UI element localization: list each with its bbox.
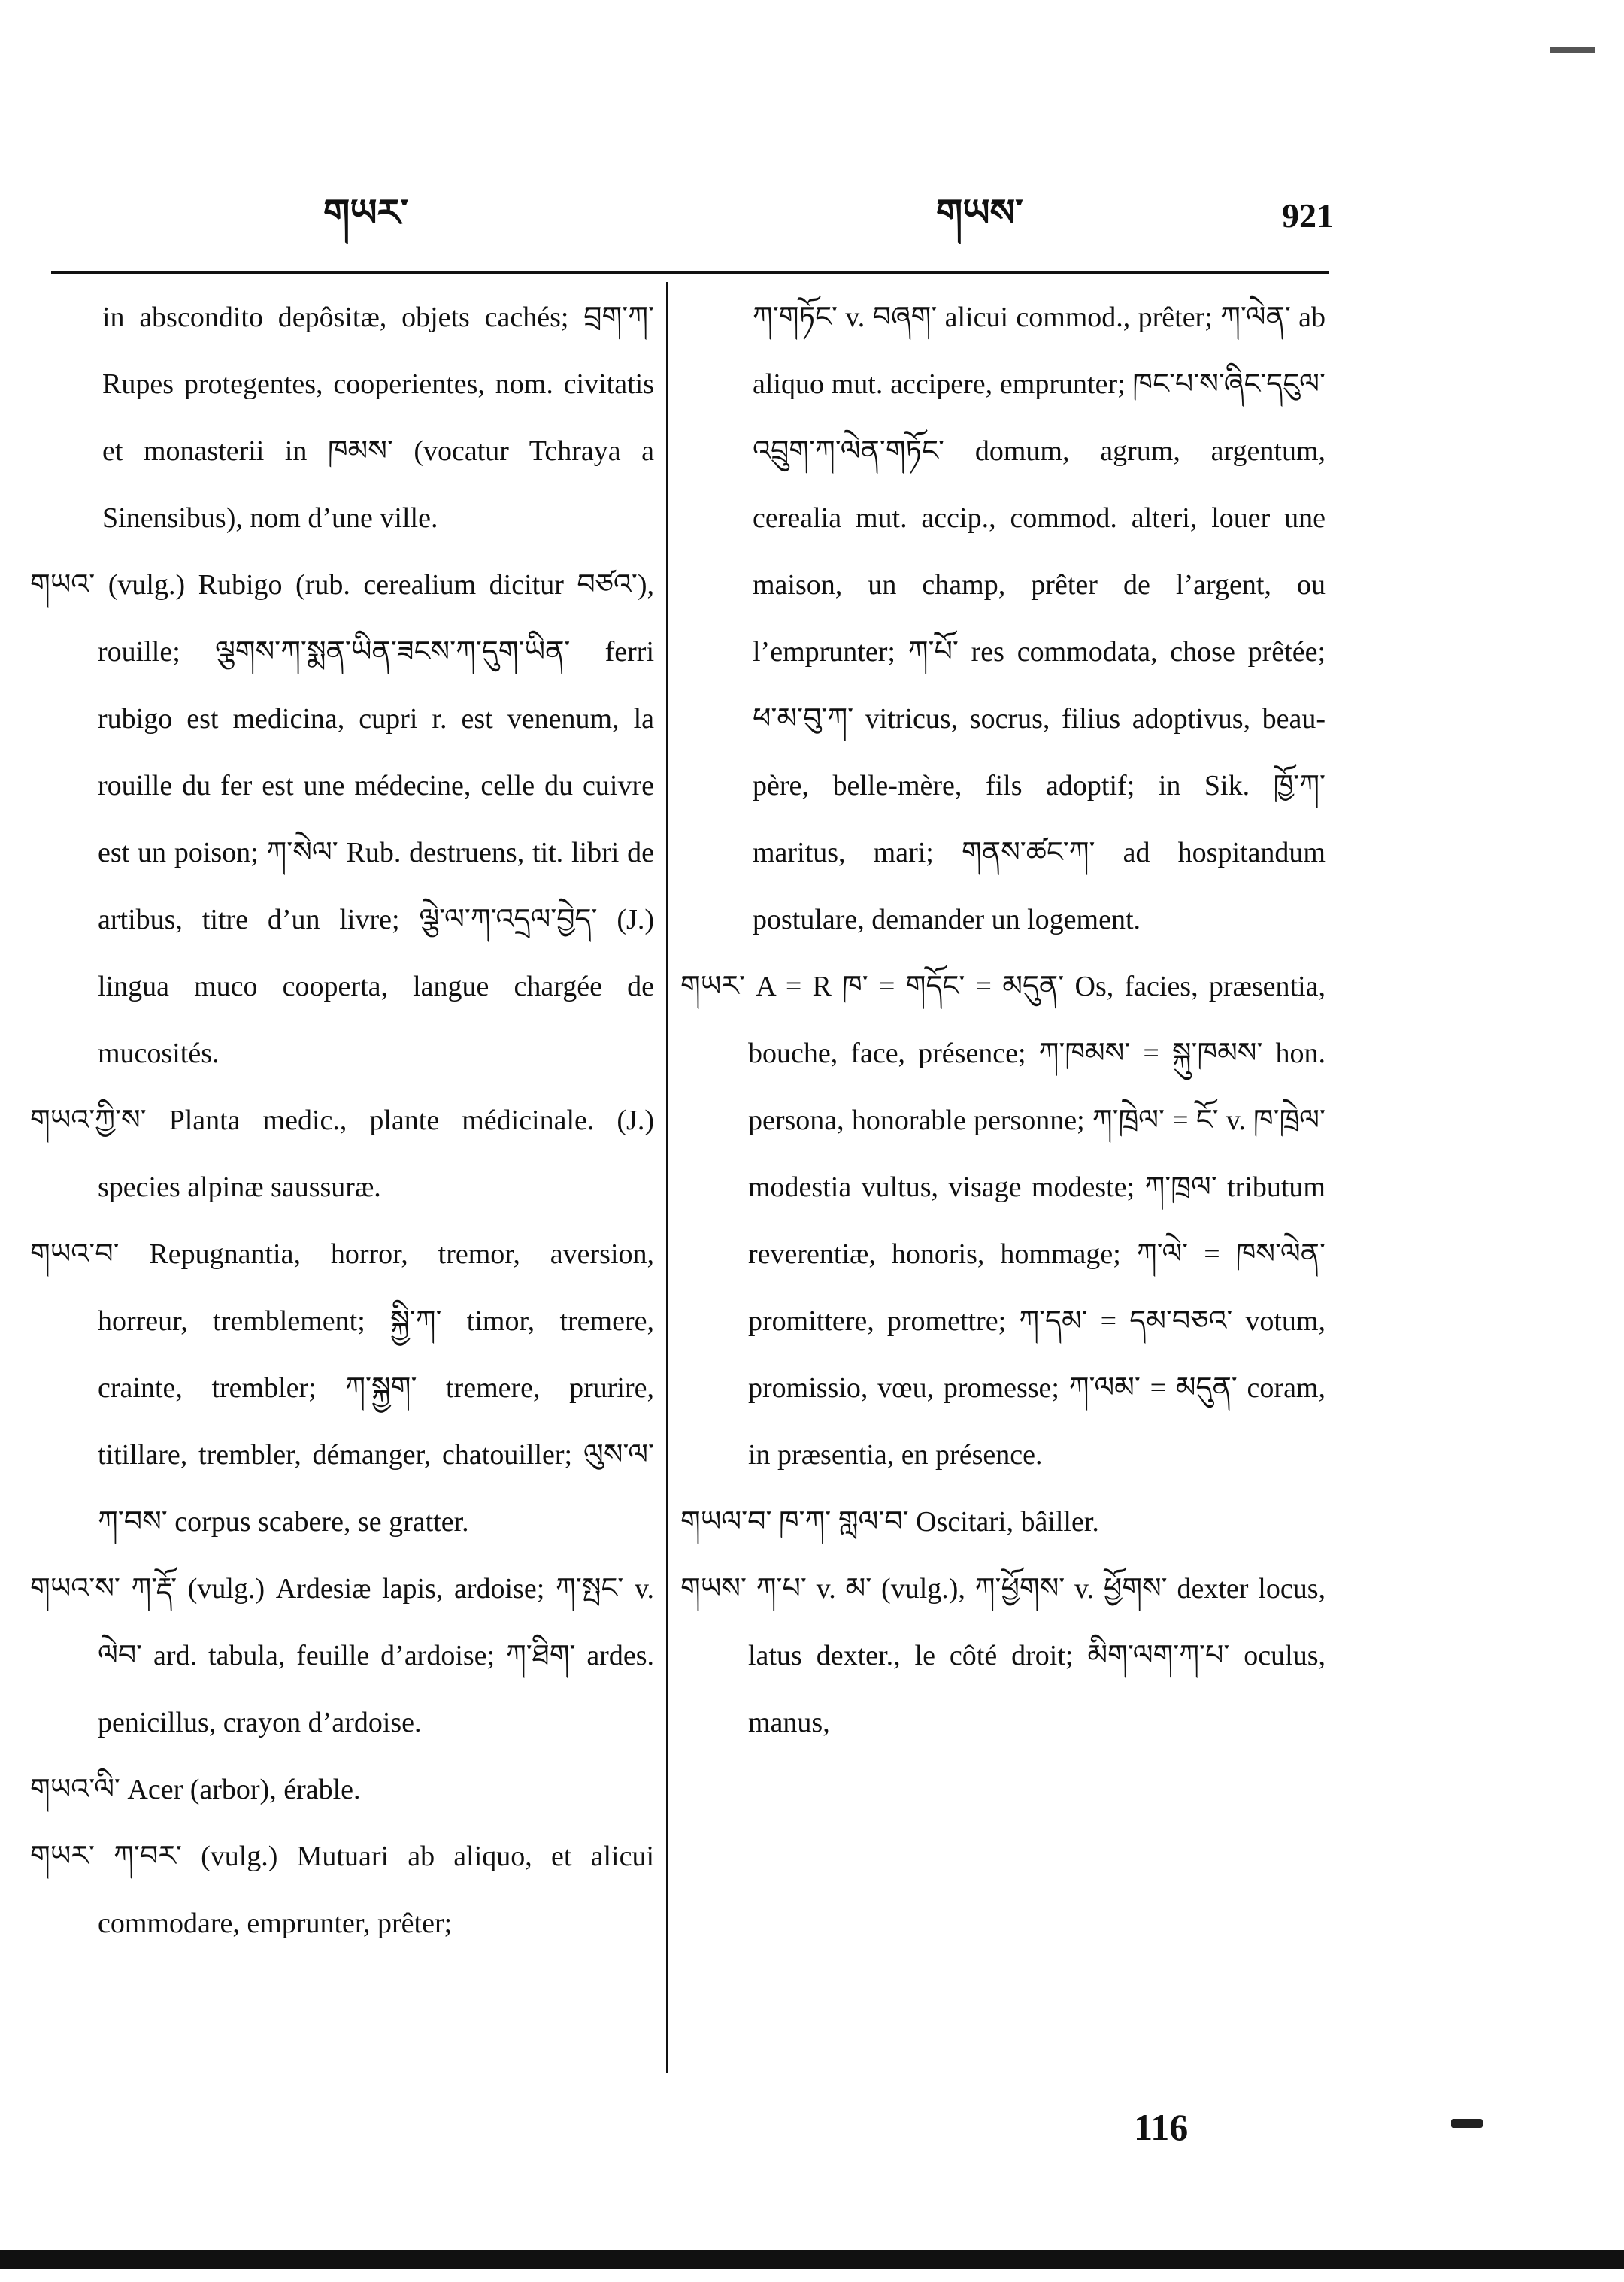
dictionary-entry: གཡའ་ (vulg.) Rubigo (rub. cerealium dicitur བཙའ་), rouille; ལྕགས་ཀ་སྨན་ཡིན་ཟངས་ཀ་དུག་ཡིན་ ferri rubigo est medicina, cupri r. est venenum, la rouille du fer est une médecine, celle du cuivre est un poison; ཀ་སེལ་ Rub. destruens, tit. libri de artibus, titre d’un livre; ལྕེ་ལ་ཀ་འདྲལ་བྱེད་ (J.) lingua muco cooperta, langue chargée de mucosités. (30, 569, 654, 1069)
scan-bottom-border (0, 2250, 1624, 2269)
dictionary-entry: གཡས་ ཀ་པ་ v. མ་ (vulg.), ཀ་ཕྱོགས་ v. ཕྱོགས་ dexter locus, latus dexter., le côté droit; མིག་ལག་ཀ་པ་ oculus, manus, (680, 1573, 1326, 1738)
dictionary-entry: གཡར་ ཀ་བར་ (vulg.) Mutuari ab aliquo, et alicui commodare, emprunter, prêter; (30, 1841, 654, 1939)
dictionary-entry: ཀ་གཏོང་ v. བཞག་ alicui commod., prêter; ཀ་ལེན་ ab aliquo mut. accipere, emprunter; ཁང་པ་ས་ཞིང་དངུལ་འབྲུག་ཀ་ལེན་གཏོང་ domum, agrum, argentum, cerealia mut. accip., commod. alteri, louer une maison, un champ, prêter de l’argent, ou l’emprunter; ཀ་པོ་ res commodata, chose prêtée; ཕ་མ་བུ་ཀ་ vitricus, socrus, filius adoptivus, beau-père, belle-mère, fils adoptif; in Sik. ཁྱོ་ཀ་ maritus, mari; གནས་ཚང་ཀ་ ad hospitandum postulare, demander un logement. (753, 302, 1326, 935)
dictionary-entry: གཡལ་བ་ ཁ་ཀ་ གླལ་བ་ Oscitari, bâiller. (680, 1506, 1099, 1538)
signature-mark: 116 (1134, 2106, 1189, 2148)
dictionary-entry: གཡའ་བ་ Repugnantia, horror, tremor, aversion, horreur, tremblement; སྐྱི་ཀ་ timor, tremere, crainte, trembler; ཀ་སྐྱག་ tremere, prurire, titillare, trembler, démanger, chatouiller; ལུས་ལ་ཀ་བས་ corpus scabere, se gratter. (30, 1238, 654, 1538)
left-column (30, 284, 654, 1957)
dictionary-entry: གཡའ་ས་ ཀ་རྡོ་ (vulg.) Ardesiæ lapis, ardoise; ཀ་སྤང་ v. ལེབ་ ard. tabula, feuille d’ardoise; ཀ་ཐིག་ ardes. penicillus, crayon d’ardoise. (30, 1573, 654, 1738)
page-header (0, 190, 1624, 254)
dictionary-entry: གཡའ་ཀྱི་ས་ Planta medic., plante médicinale. (J.) species alpinæ saussuræ. (30, 1105, 654, 1203)
dictionary-entry: གཡའ་ལི་ Acer (arbor), érable. (30, 1774, 361, 1805)
dictionary-entry: in abscondito depôsitæ, objets cachés; བྲག་ཀ་ Rupes protegentes, cooperientes, nom. civitatis et monasterii in ཁམས་ (vocatur Tchraya a Sinensibus), nom d’une ville. (102, 302, 654, 534)
scan-edge-mark (1451, 2119, 1483, 2128)
left-running-head: གཡར་ (323, 190, 409, 235)
scan-edge-mark (1550, 47, 1595, 53)
header-rule (51, 271, 1329, 274)
column-divider (666, 282, 668, 2073)
right-column (680, 284, 1326, 1756)
center-running-head: གཡས་ (936, 190, 1023, 235)
page-number: 921 (1282, 196, 1334, 235)
dictionary-entry: གཡར་ A = R ཁ་ = གདོང་ = མདུན་ Os, facies, præsentia, bouche, face, présence; ཀ་ཁམས་ = སྐུ་ཁམས་ hon. persona, honorable personne; ཀ་ཁྲེལ་ = ངོ་ v. ཁ་ཁྲེལ་ modestia vultus, visage modeste; ཀ་ཁྲལ་ tributum reverentiæ, honoris, hommage; ཀ་ལེ་ = ཁས་ལེན་ promittere, promettre; ཀ་དམ་ = དམ་བཅའ་ votum, promissio, vœu, promesse; ཀ་ལམ་ = མདུན་ coram, in præsentia, en présence. (680, 971, 1326, 1471)
